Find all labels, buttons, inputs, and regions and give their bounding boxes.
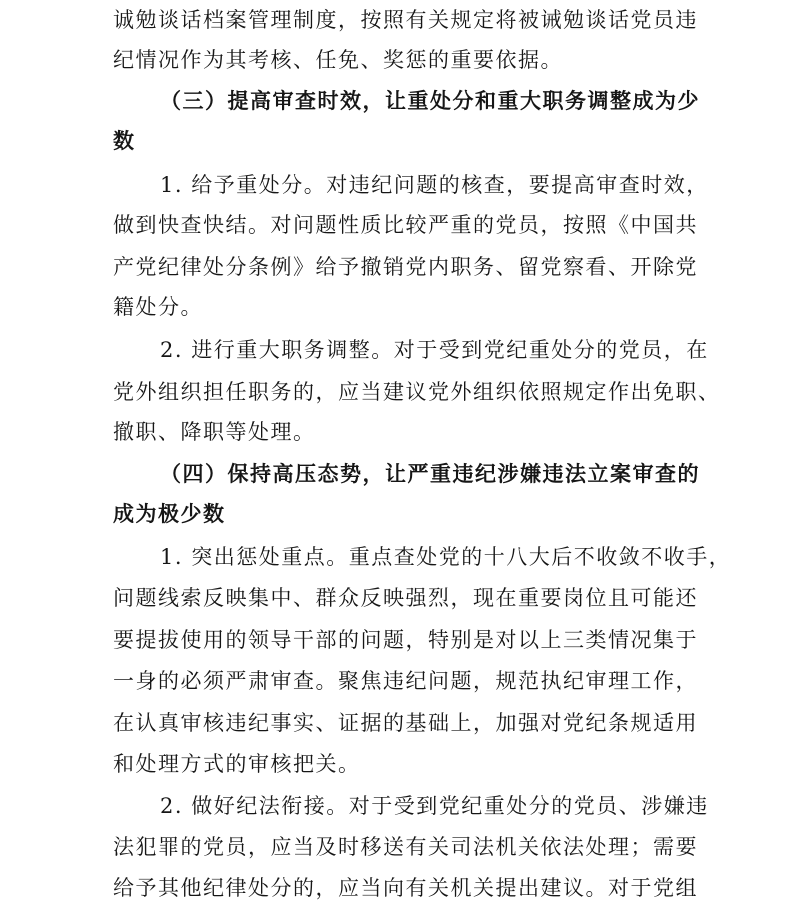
paragraph-line: 给予其他纪律处分的，应当向有关机关提出建议。对于党组: [113, 876, 698, 900]
item-heading-line: 1. 突出惩处重点。重点查处党的十八大后不收敛不收手，: [160, 545, 732, 569]
paragraph-line: 做到快查快结。对问题性质比较严重的党员，按照《中国共: [113, 213, 698, 237]
section-heading-three: （三）提高审查时效，让重处分和重大职务调整成为少: [160, 88, 700, 113]
paragraph-line: 和处理方式的审核把关。: [113, 752, 361, 776]
item-heading-line: 2. 进行重大职务调整。对于受到党纪重处分的党员，在: [160, 338, 709, 362]
paragraph-line: 法犯罪的党员，应当及时移送有关司法机关依法处理；需要: [113, 835, 698, 859]
item-heading-line: 1. 给予重处分。对违纪问题的核查，要提高审查时效，: [160, 173, 709, 197]
section-heading-four-continued: 成为极少数: [113, 501, 226, 526]
section-heading-three-continued: 数: [113, 128, 136, 153]
paragraph-line: 党外组织担任职务的，应当建议党外组织依照规定作出免职、: [113, 380, 721, 404]
item-heading-line: 2. 做好纪法衔接。对于受到党纪重处分的党员、涉嫌违: [160, 794, 709, 818]
paragraph-line: 产党纪律处分条例》给予撤销党内职务、留党察看、开除党: [113, 255, 698, 279]
paragraph-line: 要提拔使用的领导干部的问题，特别是对以上三类情况集于: [113, 628, 698, 652]
paragraph-line: 撤职、降职等处理。: [113, 420, 316, 444]
section-heading-four: （四）保持高压态势，让严重违纪涉嫌违法立案审查的: [160, 461, 700, 486]
paragraph-line: 问题线索反映集中、群众反映强烈，现在重要岗位且可能还: [113, 586, 698, 610]
paragraph-continuation-line: 诚勉谈话档案管理制度，按照有关规定将被诫勉谈话党员违: [113, 8, 698, 32]
paragraph-line: 籍处分。: [113, 295, 203, 319]
paragraph-line: 在认真审核违纪事实、证据的基础上，加强对党纪条规适用: [113, 711, 698, 735]
paragraph-line: 一身的必须严肃审查。聚焦违纪问题，规范执纪审理工作，: [113, 669, 698, 693]
paragraph-continuation-line: 纪情况作为其考核、任免、奖惩的重要依据。: [113, 48, 563, 72]
